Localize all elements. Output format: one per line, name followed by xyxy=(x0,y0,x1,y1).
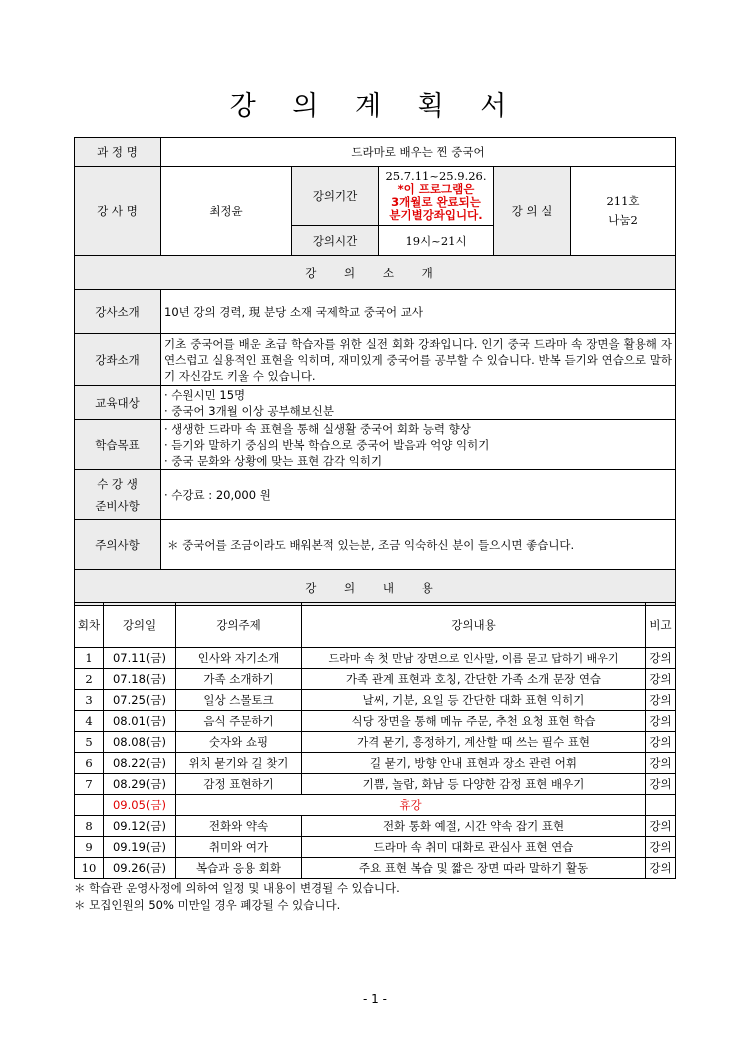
row-topic: 취미와 여가 xyxy=(176,837,302,858)
row-date: 08.08(금) xyxy=(104,732,176,753)
break-label: 휴강 xyxy=(176,795,646,816)
goal-item: · 듣기와 말하기 중심의 반복 학습으로 중국어 발음과 억양 익히기 xyxy=(164,437,490,452)
row-note: 강의 xyxy=(646,669,676,690)
table-row xyxy=(75,732,676,753)
row-no: 7 xyxy=(75,774,104,795)
row-note: 강의 xyxy=(646,648,676,669)
row-date: 07.25(금) xyxy=(104,690,176,711)
period-note-1: *이 프로그램은 xyxy=(397,182,475,196)
goals-label: 학습목표 xyxy=(75,420,161,470)
room-label: 강 의 실 xyxy=(494,167,571,256)
footnotes xyxy=(74,880,400,914)
period-value: 25.7.11~25.9.26. xyxy=(385,169,487,183)
row-date: 07.18(금) xyxy=(104,669,176,690)
row-topic: 감정 표현하기 xyxy=(176,774,302,795)
row-note: 강의 xyxy=(646,732,676,753)
content-section-header: 강 의 내 용 xyxy=(75,570,676,606)
row-content: 길 묻기, 방향 안내 표현과 장소 관련 어휘 xyxy=(302,753,646,774)
period-note-2: 3개월로 완료되는 xyxy=(391,195,481,209)
page-number: - 1 - xyxy=(363,992,387,1006)
row-no: 9 xyxy=(75,837,104,858)
row-content: 전화 통화 예절, 시간 약속 잡기 표현 xyxy=(302,816,646,837)
target-label: 교육대상 xyxy=(75,386,161,420)
schedule-header-note: 비고 xyxy=(646,603,676,648)
row-no: 5 xyxy=(75,732,104,753)
row-date: 07.11(금) xyxy=(104,648,176,669)
row-no: 1 xyxy=(75,648,104,669)
target-item: · 중국어 3개월 이상 공부해보신분 xyxy=(164,403,335,418)
row-note: 강의 xyxy=(646,753,676,774)
intro-section-header: 강 의 소 개 xyxy=(75,256,676,290)
time-label: 강의시간 xyxy=(292,226,379,256)
row-topic: 가족 소개하기 xyxy=(176,669,302,690)
prep-label-2: 준비사항 xyxy=(95,498,140,513)
row-topic: 인사와 자기소개 xyxy=(176,648,302,669)
course-value: 드라마로 배우는 찐 중국어 xyxy=(161,138,676,167)
schedule-rows-1 xyxy=(75,648,676,795)
instructor-label: 강 사 명 xyxy=(75,167,161,256)
schedule-header-topic: 강의주제 xyxy=(176,603,302,648)
row-content: 가족 관계 표현과 호칭, 간단한 가족 소개 문장 연습 xyxy=(302,669,646,690)
course-intro-value: 기초 중국어를 배운 초급 학습자를 위한 실전 회화 강좌입니다. 인기 중국 드라마 속 장면을 활용해 자연스럽고 실용적인 표현을 익히며, 재미있게 중국어를 공부할 수 있습니다. 반복 듣기와 연습으로 말하기 자신감도 키울 수 있습니다. xyxy=(161,334,676,386)
schedule-header-date: 강의일 xyxy=(104,603,176,648)
schedule-header-content: 강의내용 xyxy=(302,603,646,648)
row-no: 6 xyxy=(75,753,104,774)
row-date: 08.01(금) xyxy=(104,711,176,732)
table-row xyxy=(75,774,676,795)
row-topic: 일상 스몰토크 xyxy=(176,690,302,711)
goal-item: · 생생한 드라마 속 표현을 통해 실생활 중국어 회화 능력 향상 xyxy=(164,421,471,436)
row-content: 주요 표현 복습 및 짧은 장면 따라 말하기 활동 xyxy=(302,858,646,879)
course-intro-label: 강좌소개 xyxy=(75,334,161,386)
row-note: 강의 xyxy=(646,774,676,795)
row-no: 4 xyxy=(75,711,104,732)
row-no: 10 xyxy=(75,858,104,879)
course-label: 과 정 명 xyxy=(75,138,161,167)
row-no: 8 xyxy=(75,816,104,837)
table-row xyxy=(75,837,676,858)
row-topic: 음식 주문하기 xyxy=(176,711,302,732)
row-content: 드라마 속 첫 만남 장면으로 인사말, 이름 묻고 답하기 배우기 xyxy=(302,648,646,669)
row-no: 3 xyxy=(75,690,104,711)
row-date: 09.19(금) xyxy=(104,837,176,858)
room-line-2: 나눔2 xyxy=(608,213,638,227)
row-date: 08.22(금) xyxy=(104,753,176,774)
instructor-intro-value: 10년 강의 경력, 現 분당 소재 국제학교 중국어 교사 xyxy=(161,290,676,334)
room-line-1: 211호 xyxy=(606,194,640,208)
table-row xyxy=(75,816,676,837)
period-note-3: 분기별강좌입니다. xyxy=(389,208,483,222)
schedule-rows-2 xyxy=(75,816,676,879)
row-date: 09.26(금) xyxy=(104,858,176,879)
goal-item: · 중국 문화와 상황에 맞는 표현 감각 익히기 xyxy=(164,453,383,468)
row-no: 2 xyxy=(75,669,104,690)
table-row xyxy=(75,753,676,774)
row-note: 강의 xyxy=(646,858,676,879)
row-content: 기쁨, 놀람, 화남 등 다양한 감정 표현 배우기 xyxy=(302,774,646,795)
page-title: 강 의 계 획 서 xyxy=(229,91,521,122)
row-content: 식당 장면을 통해 메뉴 주문, 추천 요청 표현 학습 xyxy=(302,711,646,732)
row-date: 08.29(금) xyxy=(104,774,176,795)
break-row xyxy=(75,795,676,816)
row-topic: 복습과 응용 회화 xyxy=(176,858,302,879)
row-note: 강의 xyxy=(646,837,676,858)
footnote: ＊ 학습관 운영사정에 의하여 일정 및 내용이 변경될 수 있습니다. xyxy=(74,881,400,895)
row-note: 강의 xyxy=(646,711,676,732)
row-topic: 숫자와 쇼핑 xyxy=(176,732,302,753)
row-topic: 위치 묻기와 길 찾기 xyxy=(176,753,302,774)
instructor-intro-label: 강사소개 xyxy=(75,290,161,334)
table-row xyxy=(75,711,676,732)
row-date: 09.12(금) xyxy=(104,816,176,837)
course-info-table xyxy=(74,137,676,606)
row-content: 가격 묻기, 흥정하기, 계산할 때 쓰는 필수 표현 xyxy=(302,732,646,753)
period-label: 강의기간 xyxy=(292,167,379,226)
prep-value: · 수강료 : 20,000 원 xyxy=(161,470,676,520)
row-topic: 전화와 약속 xyxy=(176,816,302,837)
break-date: 09.05(금) xyxy=(104,795,176,816)
schedule-header-no: 회차 xyxy=(75,603,104,648)
caution-label: 주의사항 xyxy=(75,520,161,570)
row-content: 드라마 속 취미 대화로 관심사 표현 연습 xyxy=(302,837,646,858)
table-row xyxy=(75,669,676,690)
footnote: ＊ 모집인원의 50% 미만일 경우 폐강될 수 있습니다. xyxy=(74,898,341,912)
instructor-value: 최정윤 xyxy=(161,167,292,256)
target-item: · 수원시민 15명 xyxy=(164,387,246,402)
table-row xyxy=(75,858,676,879)
time-value: 19시~21시 xyxy=(379,226,494,256)
row-note: 강의 xyxy=(646,816,676,837)
caution-value: ＊ 중국어를 조금이라도 배워본적 있는분, 조금 익숙하신 분이 들으시면 좋습니다. xyxy=(161,520,676,570)
schedule-table xyxy=(74,602,676,879)
prep-label-1: 수 강 생 xyxy=(97,476,138,491)
row-content: 날씨, 기분, 요일 등 간단한 대화 표현 익히기 xyxy=(302,690,646,711)
row-note: 강의 xyxy=(646,690,676,711)
table-row xyxy=(75,690,676,711)
table-row xyxy=(75,648,676,669)
